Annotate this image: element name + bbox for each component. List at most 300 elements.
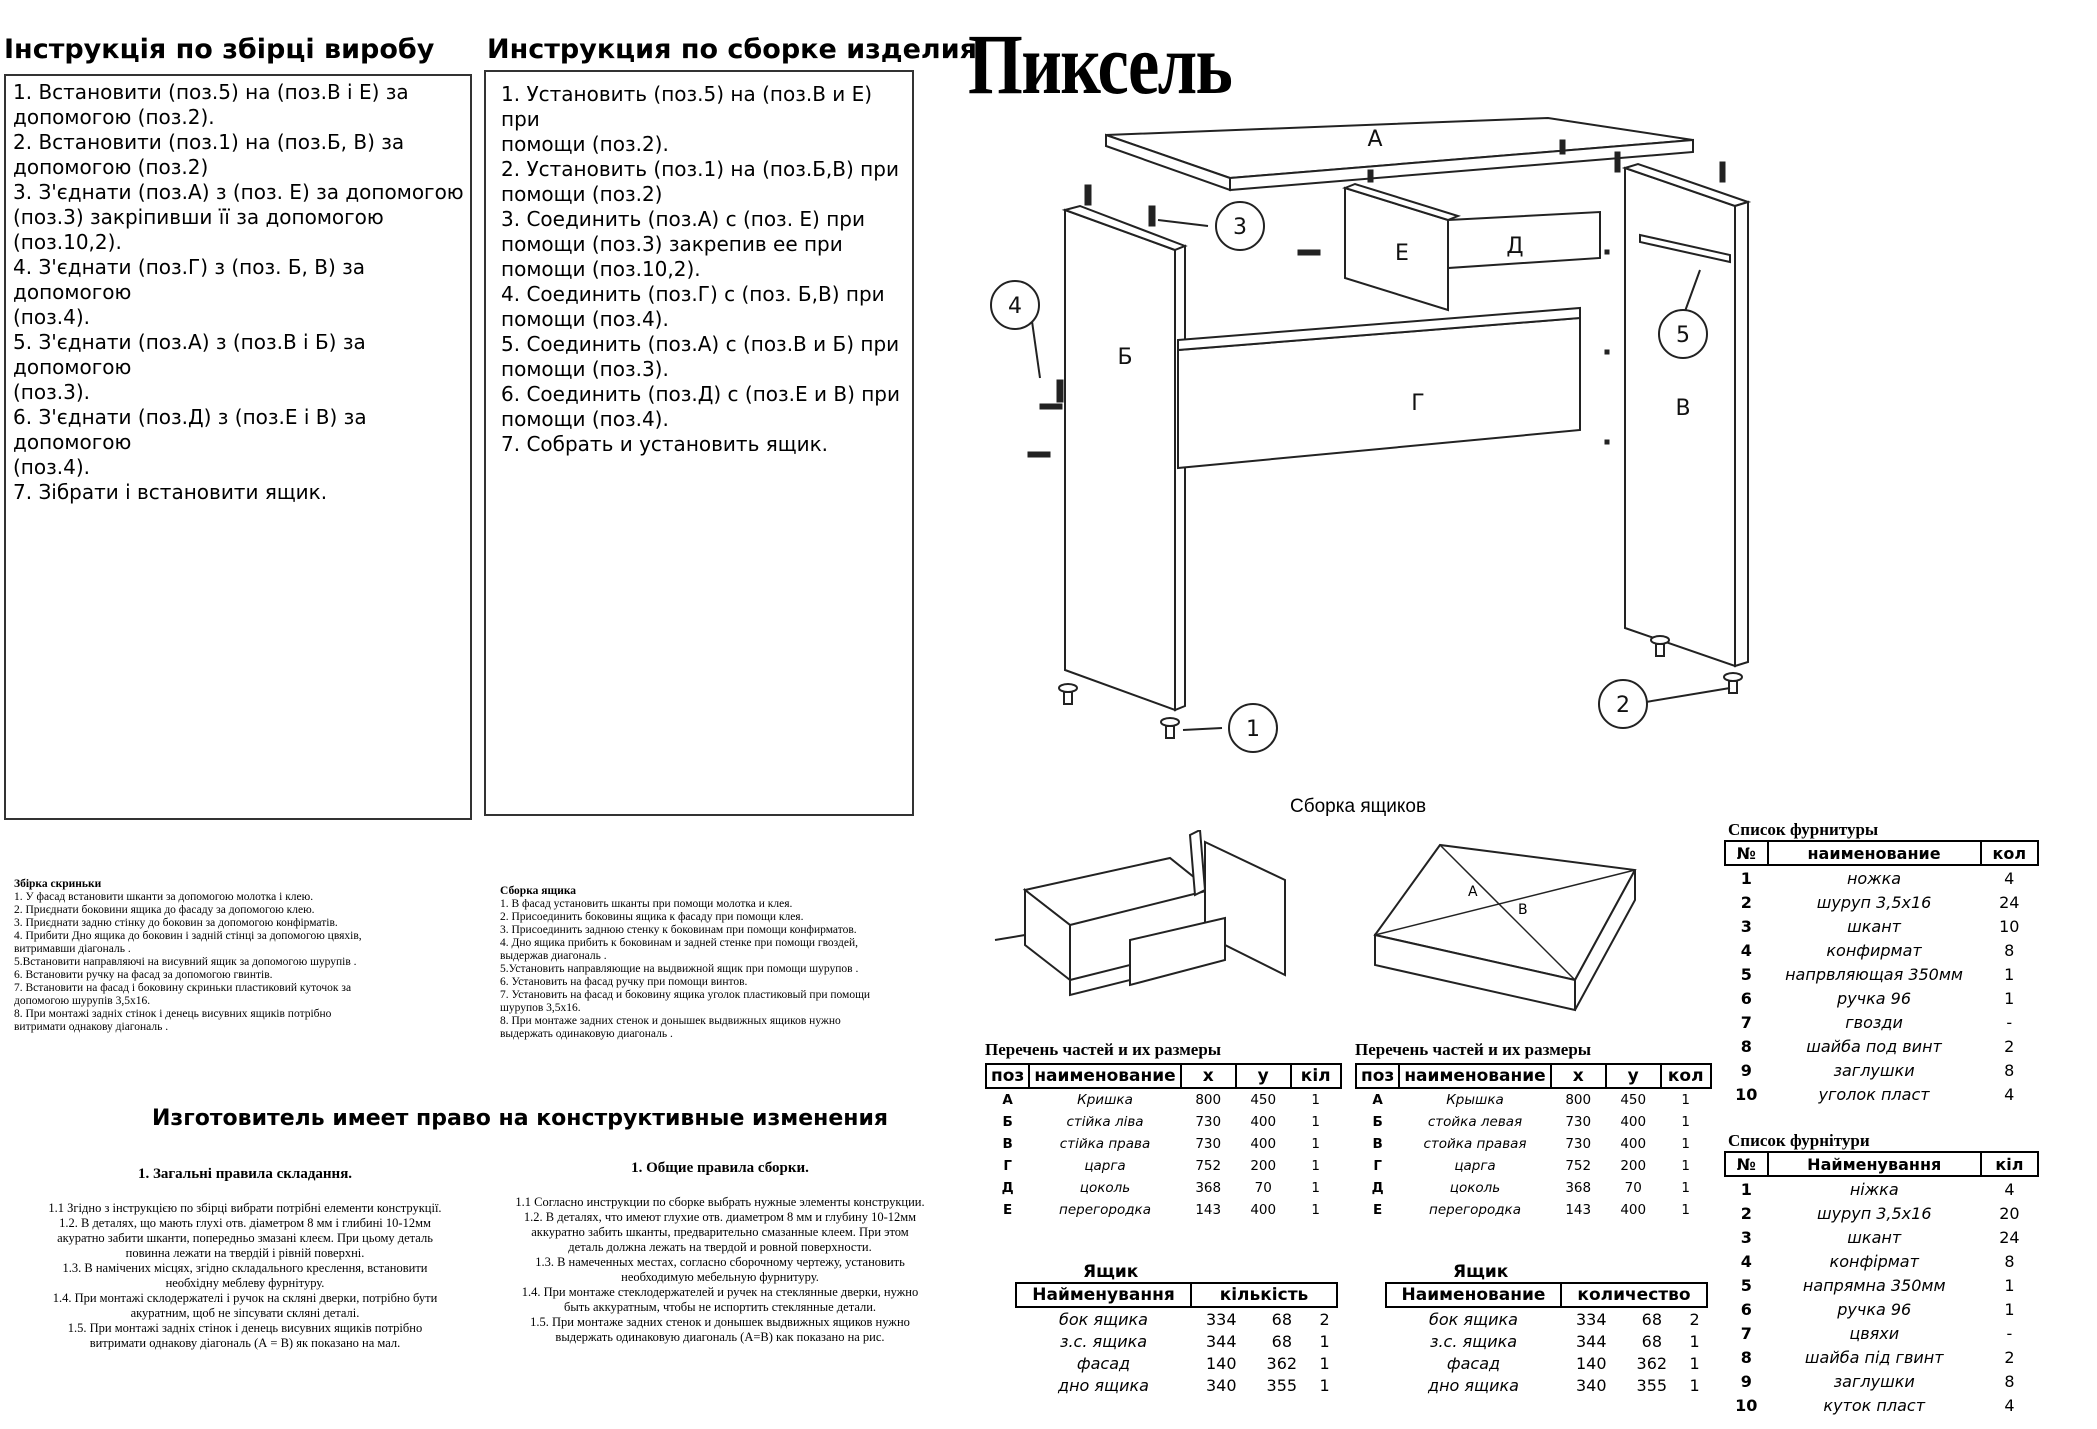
ua-step-line: 7. Зібрати і встановити ящик. <box>13 480 328 504</box>
ru-rule-line: 1.2. В деталях, что имеют глухие отв. диаметром 8 мм и глубину 10-12мм <box>523 1210 917 1224</box>
table-cell: 752 <box>1565 1158 1592 1174</box>
table-cell: 2 <box>2004 1036 2015 1056</box>
table-row <box>986 1088 1341 1111</box>
ru-step-line: помощи (поз.2) <box>501 182 663 206</box>
ru-rule-line: быть аккуратным, чтобы не испортить стеклянные детали. <box>563 1300 877 1314</box>
parts-ua-title: Перечень частей и их размеры <box>985 1040 1222 1059</box>
ru-rule-line: выдержать одинаковую диагональ (А=В) как показано на рис. <box>555 1330 885 1344</box>
ru-instructions-title: Инструкция по сборке изделия <box>487 34 977 65</box>
hardware-table-ru <box>1724 820 2039 1106</box>
table-cell: ручка 96 <box>1837 1299 1912 1319</box>
part-b-left-side <box>1065 210 1175 710</box>
table-cell: 6 <box>1740 988 1752 1008</box>
table-row <box>1016 1352 1337 1374</box>
table-cell: шайба під гвинт <box>1804 1347 1944 1367</box>
table-row <box>1386 1330 1707 1352</box>
ru-drawer-line: 5.Установить направляющие на выдвижной ящик при помощи шурупов . <box>500 963 859 975</box>
ru-step-line: 6. Соединить (поз.Д) с (поз.Е и В) при <box>501 382 900 406</box>
table-cell: 1 <box>1681 1136 1691 1152</box>
table-cell: уголок пласт <box>1818 1084 1930 1104</box>
table-row <box>1016 1374 1337 1396</box>
table-row <box>1725 1249 2038 1273</box>
ru-rules <box>495 1160 945 1345</box>
table-cell: конфірмат <box>1829 1251 1919 1271</box>
label-e: Е <box>1395 241 1409 266</box>
parts-ru-title: Перечень частей и их размеры <box>1355 1040 1592 1059</box>
ru-steps-list <box>501 82 912 457</box>
table-cell: 5 <box>1740 964 1752 984</box>
table-header: наименование <box>1029 1064 1180 1088</box>
table-cell: 400 <box>1620 1114 1647 1130</box>
table-cell: 10 <box>1735 1084 1758 1104</box>
table-header: х <box>1551 1064 1606 1088</box>
table-cell: 2 <box>1319 1309 1330 1329</box>
table-cell: фасад <box>1446 1353 1501 1373</box>
table-row <box>1725 1058 2038 1082</box>
label-d: Д <box>1506 234 1524 259</box>
table-row <box>1016 1330 1337 1352</box>
callout-4-label: 4 <box>1008 294 1022 319</box>
drawer-assembly-title: Сборка ящиков <box>1290 796 1427 817</box>
table-cell: 400 <box>1620 1202 1647 1218</box>
table-row <box>1725 1297 2038 1321</box>
ua-drawer-line: 6. Встановити ручку на фасад за допомогою гвинтів. <box>14 969 273 981</box>
ru-step-line: 1. Установить (поз.5) на (поз.В и Е) при <box>501 82 873 131</box>
table-cell: 68 <box>1641 1331 1662 1351</box>
table-row <box>1725 1273 2038 1297</box>
ru-drawer-line: 3. Присоединить заднюю стенку к боковинам при помощи конфирматов. <box>500 924 857 936</box>
ua-rule-line: необхідну меблеву фурнітуру. <box>165 1276 325 1290</box>
table-cell: 4 <box>1740 1251 1752 1271</box>
table-cell: перегородка <box>1059 1202 1151 1218</box>
manufacturer-note: Изготовитель имеет право на конструктивные изменения <box>152 1106 888 1131</box>
ru-step-line: помощи (поз.4). <box>501 307 669 331</box>
ru-rule-line: 1.5. При монтаже задних стенок и донышек выдвижных ящиков нужно <box>530 1315 910 1329</box>
table-header: Найменування <box>1016 1283 1191 1307</box>
table-cell: 1 <box>2004 964 2015 984</box>
ua-step-line: допомогою (поз.2). <box>13 105 215 129</box>
ua-instructions-title: Інструкція по збірці виробу <box>4 34 435 65</box>
ua-rule-line: акуратним, щоб не зіпсувати скляні деталі. <box>130 1306 360 1320</box>
ru-rules-title: 1. Общие правила сборки. <box>631 1160 809 1176</box>
table-cell: 334 <box>1576 1309 1607 1329</box>
table-row <box>1725 1369 2038 1393</box>
ru-drawer-line: 2. Присоединить боковины ящика к фасаду при помощи клея. <box>500 911 804 923</box>
hardware-ru-title: Список фурнитуры <box>1728 820 1879 839</box>
table-cell: Б <box>1372 1114 1383 1130</box>
table-cell: 140 <box>1206 1353 1237 1373</box>
ua-drawer-line: витримати однакову діагональ . <box>14 1021 169 1033</box>
table-header: поз <box>1356 1064 1399 1088</box>
drawer-diagonal-drawing <box>1370 840 1660 1020</box>
table-row <box>1386 1352 1707 1374</box>
table-cell: 2 <box>1740 892 1752 912</box>
ua-rule-line: акуратно забити шканти, попередньо змазані клеєм. При цьому деталь <box>57 1231 433 1245</box>
table-row <box>986 1133 1341 1155</box>
label-v: В <box>1675 396 1691 421</box>
table-row <box>986 1155 1341 1177</box>
table-cell: 200 <box>1620 1158 1647 1174</box>
table-cell: 368 <box>1565 1180 1592 1196</box>
table-cell: 2 <box>1740 1203 1752 1223</box>
ru-drawer-title: Сборка ящика <box>500 885 577 897</box>
table-cell: 450 <box>1250 1092 1277 1108</box>
table-row <box>1725 1010 2038 1034</box>
ua-step-line: (поз.3). <box>13 380 90 404</box>
table-cell: - <box>2006 1012 2013 1032</box>
ru-step-line: 4. Соединить (поз.Г) с (поз. Б,В) при <box>501 282 885 306</box>
table-cell: 68 <box>1271 1331 1292 1351</box>
product-name: Пиксель <box>968 16 1232 112</box>
table-cell: 143 <box>1565 1202 1592 1218</box>
table-cell: 334 <box>1206 1309 1237 1329</box>
table-header: № <box>1725 1152 1768 1176</box>
drawer-table-ru <box>1385 1262 1710 1396</box>
ua-rules-title: 1. Загальні правила складання. <box>137 1166 353 1182</box>
table-cell: 5 <box>1740 1275 1752 1295</box>
table-cell: цоколь <box>1079 1180 1131 1196</box>
table-cell: 4 <box>1740 940 1752 960</box>
table-cell: 1 <box>1311 1114 1321 1130</box>
table-cell: куток пласт <box>1823 1395 1926 1415</box>
ua-step-line: допомогою (поз.2) <box>13 155 209 179</box>
table-cell: цвяхи <box>1849 1323 1900 1343</box>
part-d-plinth <box>1448 212 1600 268</box>
ua-steps-box <box>4 74 472 820</box>
table-header: количество <box>1561 1283 1707 1307</box>
drawer-table-ua <box>1015 1262 1340 1396</box>
table-cell: 9 <box>1740 1371 1752 1391</box>
table-cell: 7 <box>1740 1012 1752 1032</box>
callout-1-label: 1 <box>1246 717 1260 742</box>
table-cell: стойка левая <box>1427 1114 1523 1130</box>
table-cell: 362 <box>1636 1353 1668 1373</box>
ua-step-line: 3. З'єднати (поз.А) з (поз. Е) за допомогою <box>13 180 464 204</box>
table-header: кількість <box>1191 1283 1337 1307</box>
table-cell: 1 <box>2004 988 2015 1008</box>
ru-rule-line: необходимую мебельную фурнитуру. <box>621 1270 819 1284</box>
table-cell: 1 <box>1311 1180 1321 1196</box>
callout-5-label: 5 <box>1676 323 1690 348</box>
table-cell: Г <box>1373 1158 1382 1174</box>
ua-rule-line: 1.5. При монтажі задніх стінок і денець висувних ящиків потрібно <box>67 1321 423 1335</box>
table-cell: 1 <box>1319 1331 1330 1351</box>
ru-rule-line: деталь должна лежать на твердой и ровной поверхности. <box>568 1240 872 1254</box>
table-header: поз <box>986 1064 1029 1088</box>
table-cell: 730 <box>1565 1114 1592 1130</box>
table-cell: 68 <box>1641 1309 1662 1329</box>
ua-step-line: 4. З'єднати (поз.Г) з (поз. Б, В) за допомогою <box>13 255 366 304</box>
table-cell: напрвляющая 350мм <box>1785 964 1963 984</box>
table-cell: 24 <box>1999 1227 2020 1247</box>
table-cell: 1 <box>1311 1202 1321 1218</box>
table-row <box>1725 1393 2038 1417</box>
table-cell: 362 <box>1266 1353 1298 1373</box>
table-cell: 68 <box>1271 1309 1292 1329</box>
table-header: кол <box>1981 841 2038 865</box>
table-cell: ніжка <box>1849 1179 1899 1199</box>
table-cell: 1 <box>1319 1375 1330 1395</box>
table-cell: конфирмат <box>1826 940 1922 960</box>
ru-drawer-line: 4. Дно ящика прибить к боковинам и задней стенке при помощи гвоздей, <box>500 937 858 949</box>
ua-step-line: 5. З'єднати (поз.А) з (поз.В і Б) за допомогою <box>13 330 366 379</box>
table-row <box>986 1199 1341 1221</box>
ru-rule-line: 1.1 Согласно инструкции по сборке выбрать нужные элементы конструкции. <box>515 1195 925 1209</box>
table-row <box>1356 1088 1711 1111</box>
ua-drawer-line: витримавши діагональ . <box>14 943 131 955</box>
table-row <box>1016 1307 1337 1330</box>
table-row <box>1725 986 2038 1010</box>
table-cell: 20 <box>1999 1203 2020 1223</box>
table-cell: Крышка <box>1446 1092 1504 1108</box>
table-cell: 1 <box>1689 1331 1700 1351</box>
table-cell: А <box>1372 1092 1383 1108</box>
table-cell: 200 <box>1250 1158 1277 1174</box>
hardware-ua-title: Список фурнітури <box>1728 1131 1870 1150</box>
table-cell: 1 <box>1681 1180 1691 1196</box>
table-cell: 10 <box>1735 1395 1758 1415</box>
ua-rules <box>20 1166 470 1351</box>
table-row <box>1386 1307 1707 1330</box>
table-cell: 1 <box>1311 1158 1321 1174</box>
parts-table-ru <box>1355 1040 1712 1221</box>
ru-steps-box <box>484 70 914 816</box>
drawer-exploded-drawing <box>980 830 1300 1020</box>
table-cell: 8 <box>2004 1060 2015 1080</box>
ru-rule-line: 1.3. В намеченных местах, согласно сборочному чертежу, установить <box>535 1255 905 1269</box>
table-row <box>1725 865 2038 890</box>
table-cell: 1 <box>1681 1202 1691 1218</box>
table-cell: 400 <box>1620 1136 1647 1152</box>
table-cell: 344 <box>1206 1331 1237 1351</box>
ru-step-line: помощи (поз.3) закрепив ее при <box>501 232 843 256</box>
ru-drawer-line: 6. Установить на фасад ручку при помощи винтов. <box>500 976 748 988</box>
table-row <box>1725 1201 2038 1225</box>
table-header: х <box>1181 1064 1236 1088</box>
table-cell: 344 <box>1576 1331 1607 1351</box>
table-cell: 2 <box>1689 1309 1700 1329</box>
table-cell: 7 <box>1740 1323 1752 1343</box>
diag-label-b: B <box>1518 902 1528 918</box>
ru-step-line: 3. Соединить (поз.А) с (поз. Е) при <box>501 207 865 231</box>
table-cell: стойка правая <box>1423 1136 1527 1152</box>
table-cell: 1 <box>1689 1353 1700 1373</box>
table-row <box>1725 1321 2038 1345</box>
ua-drawer-instructions <box>14 878 454 1034</box>
ru-drawer-line: выдержать одинаковую диагональ . <box>500 1028 673 1040</box>
table-cell: А <box>1002 1092 1013 1108</box>
table-cell: 730 <box>1195 1136 1222 1152</box>
table-cell: В <box>1002 1136 1013 1152</box>
table-row <box>1356 1133 1711 1155</box>
label-a: А <box>1367 127 1383 152</box>
table-cell: 1 <box>1740 868 1752 888</box>
ua-steps-list <box>13 80 470 505</box>
ua-step-line: 2. Встановити (поз.1) на (поз.Б, В) за <box>13 130 405 154</box>
table-header: Наименование <box>1386 1283 1561 1307</box>
exploded-assembly-diagram <box>960 110 1760 770</box>
table-row <box>1725 1176 2038 1201</box>
table-cell: Е <box>1373 1202 1383 1218</box>
table-cell: шуруп 3,5х16 <box>1816 892 1932 912</box>
table-header: кіл <box>1981 1152 2038 1176</box>
table-cell: 355 <box>1266 1375 1298 1395</box>
table-row <box>1356 1199 1711 1221</box>
table-cell: Г <box>1003 1158 1012 1174</box>
table-cell: 140 <box>1576 1353 1607 1373</box>
ua-drawer-line: 2. Приєднати боковини ящика до фасаду за допомогою клею. <box>14 904 315 916</box>
table-cell: бок ящика <box>1059 1309 1148 1329</box>
ua-step-line: 1. Встановити (поз.5) на (поз.В і Е) за <box>13 80 409 104</box>
table-cell: гвозди <box>1845 1012 1903 1032</box>
hardware-table-ua <box>1724 1131 2039 1417</box>
table-cell: царга <box>1454 1158 1496 1174</box>
table-cell: 800 <box>1565 1092 1592 1108</box>
table-cell: 4 <box>2004 1179 2015 1199</box>
table-cell: дно ящика <box>1428 1375 1519 1395</box>
table-cell: Е <box>1003 1202 1013 1218</box>
table-row <box>1356 1177 1711 1199</box>
table-cell: з.с. ящика <box>1059 1331 1148 1351</box>
table-cell: шкант <box>1847 1227 1902 1247</box>
table-cell: 1 <box>1681 1158 1691 1174</box>
ua-drawer-line: 7. Встановити на фасад і боковину скриньки пластиковий куточок за <box>14 982 352 994</box>
table-cell: 8 <box>2004 1371 2015 1391</box>
table-cell: 10 <box>1999 916 2020 936</box>
ru-rule-line: 1.4. При монтаже стеклодержателей и ручек на стеклянные дверки, нужно <box>521 1285 919 1299</box>
table-row <box>1725 1225 2038 1249</box>
table-cell: 1 <box>1689 1375 1700 1395</box>
table-cell: 730 <box>1195 1114 1222 1130</box>
ru-step-line: помощи (поз.10,2). <box>501 257 701 281</box>
table-cell: 70 <box>1254 1180 1272 1196</box>
ua-rule-line: 1.4. При монтажі склодержателі і ручок на скляні дверки, потрібно бути <box>52 1291 438 1305</box>
drawer-ru-title: Ящик <box>1453 1262 1509 1282</box>
label-b: Б <box>1117 345 1133 370</box>
table-row <box>1725 962 2038 986</box>
table-cell: дно ящика <box>1058 1375 1149 1395</box>
table-cell: з.с. ящика <box>1429 1331 1518 1351</box>
table-cell: 355 <box>1636 1375 1668 1395</box>
table-cell: Б <box>1002 1114 1013 1130</box>
table-cell: ручка 96 <box>1837 988 1912 1008</box>
ua-drawer-title: Збірка скриньки <box>14 878 102 890</box>
table-row <box>1725 1345 2038 1369</box>
table-cell: 9 <box>1740 1060 1752 1080</box>
ua-step-line: (поз.4). <box>13 455 90 479</box>
ru-step-line: 2. Установить (поз.1) на (поз.Б,В) при <box>501 157 899 181</box>
ua-drawer-line: 5.Встановити направляючі на висувний ящик за допомогою шурупів . <box>14 956 357 968</box>
table-cell: 340 <box>1206 1375 1237 1395</box>
table-cell: Д <box>1371 1180 1384 1196</box>
table-cell: 8 <box>2004 940 2015 960</box>
ua-drawer-line: 3. Приєднати задню стінку до боковин за допомогою конфірматів. <box>14 917 338 929</box>
table-cell: 400 <box>1250 1136 1277 1152</box>
ru-step-line: помощи (поз.2). <box>501 132 669 156</box>
table-cell: шкант <box>1847 916 1901 936</box>
table-cell: заглушки <box>1833 1060 1915 1080</box>
table-cell: 1 <box>1681 1092 1691 1108</box>
ua-drawer-line: 8. При монтажі задніх стінок і денець висувних ящиків потрібно <box>14 1008 332 1020</box>
ua-rule-line: 1.2. В деталях, що мають глухі отв. діаметром 8 мм і глибині 10-12мм <box>59 1216 431 1230</box>
ru-step-line: помощи (поз.3). <box>501 357 669 381</box>
drawer-ua-title: Ящик <box>1083 1262 1139 1282</box>
table-row <box>1386 1374 1707 1396</box>
table-cell: 3 <box>1740 916 1752 936</box>
ru-drawer-line: 7. Установить на фасад и боковину ящика уголок пластиковый при помощи <box>500 989 871 1001</box>
table-cell: перегородка <box>1429 1202 1521 1218</box>
ua-rule-line: витримати однакову діагональ (А = В) як показано на мал. <box>89 1336 401 1350</box>
table-cell: цоколь <box>1449 1180 1501 1196</box>
parts-table-ua <box>985 1040 1342 1221</box>
table-cell: Кришка <box>1077 1092 1133 1108</box>
callout-2-label: 2 <box>1616 693 1630 718</box>
table-cell: 730 <box>1565 1136 1592 1152</box>
table-cell: шуруп 3,5х16 <box>1816 1203 1932 1223</box>
table-cell: 400 <box>1250 1114 1277 1130</box>
ua-step-line: (поз.3) закріпивши її за допомогою (поз.10,2). <box>13 205 384 254</box>
ua-drawer-line: 1. У фасад встановити шканти за допомогою молотка і клею. <box>14 891 314 903</box>
ua-rule-line: 1.3. В намічених місцях, згідно складального креслення, встановити <box>62 1261 428 1275</box>
table-row <box>986 1177 1341 1199</box>
ua-drawer-line: допомогою шурупів 3,5х16. <box>14 995 151 1007</box>
table-header: наименование <box>1768 841 1981 865</box>
table-cell: В <box>1372 1136 1383 1152</box>
table-row <box>1356 1155 1711 1177</box>
table-cell: 24 <box>1999 892 2020 912</box>
table-row <box>1725 938 2038 962</box>
table-cell: 1 <box>1681 1114 1691 1130</box>
ru-step-line: 5. Соединить (поз.А) с (поз.В и Б) при <box>501 332 900 356</box>
table-cell: - <box>2006 1323 2013 1343</box>
ru-drawer-line: 1. В фасад установить шканты при помощи молотка и клея. <box>500 898 793 910</box>
table-cell: шайба под винт <box>1806 1036 1942 1056</box>
table-header: у <box>1606 1064 1661 1088</box>
ru-drawer-line: 8. При монтаже задних стенок и донышек выдвижных ящиков нужно <box>500 1015 841 1027</box>
table-cell: 8 <box>1740 1036 1752 1056</box>
table-header: кол <box>1661 1064 1711 1088</box>
table-cell: 800 <box>1195 1092 1222 1108</box>
table-cell: стійка ліва <box>1066 1114 1144 1130</box>
table-header: у <box>1236 1064 1291 1088</box>
ua-rule-line: повинна лежати на твердій і рівній поверхні. <box>125 1246 365 1260</box>
ua-step-line: (поз.4). <box>13 305 90 329</box>
table-cell: 70 <box>1624 1180 1642 1196</box>
table-cell: царга <box>1084 1158 1126 1174</box>
label-g: Г <box>1411 391 1425 416</box>
table-row <box>986 1111 1341 1133</box>
table-cell: 4 <box>2004 1395 2015 1415</box>
ru-drawer-instructions <box>500 885 960 1041</box>
table-header: № <box>1725 841 1768 865</box>
ua-drawer-line: 4. Прибити Дно ящика до боковин і задній стінці за допомогою цвяхів, <box>14 930 362 942</box>
diag-label-a: A <box>1468 884 1478 900</box>
table-cell: фасад <box>1076 1353 1131 1373</box>
table-cell: Д <box>1001 1180 1014 1196</box>
table-cell: 752 <box>1195 1158 1222 1174</box>
table-row <box>1725 1034 2038 1058</box>
table-cell: 340 <box>1576 1375 1607 1395</box>
ua-step-line: 6. З'єднати (поз.Д) з (поз.Е і В) за допомогою <box>13 405 367 454</box>
table-cell: 8 <box>1740 1347 1752 1367</box>
table-header: Найменування <box>1768 1152 1981 1176</box>
table-cell: 4 <box>2004 868 2015 888</box>
table-cell: 1 <box>1311 1136 1321 1152</box>
ru-step-line: помощи (поз.4). <box>501 407 669 431</box>
table-cell: 143 <box>1195 1202 1222 1218</box>
table-cell: напрямна 350мм <box>1802 1275 1946 1295</box>
table-cell: заглушки <box>1833 1371 1915 1391</box>
